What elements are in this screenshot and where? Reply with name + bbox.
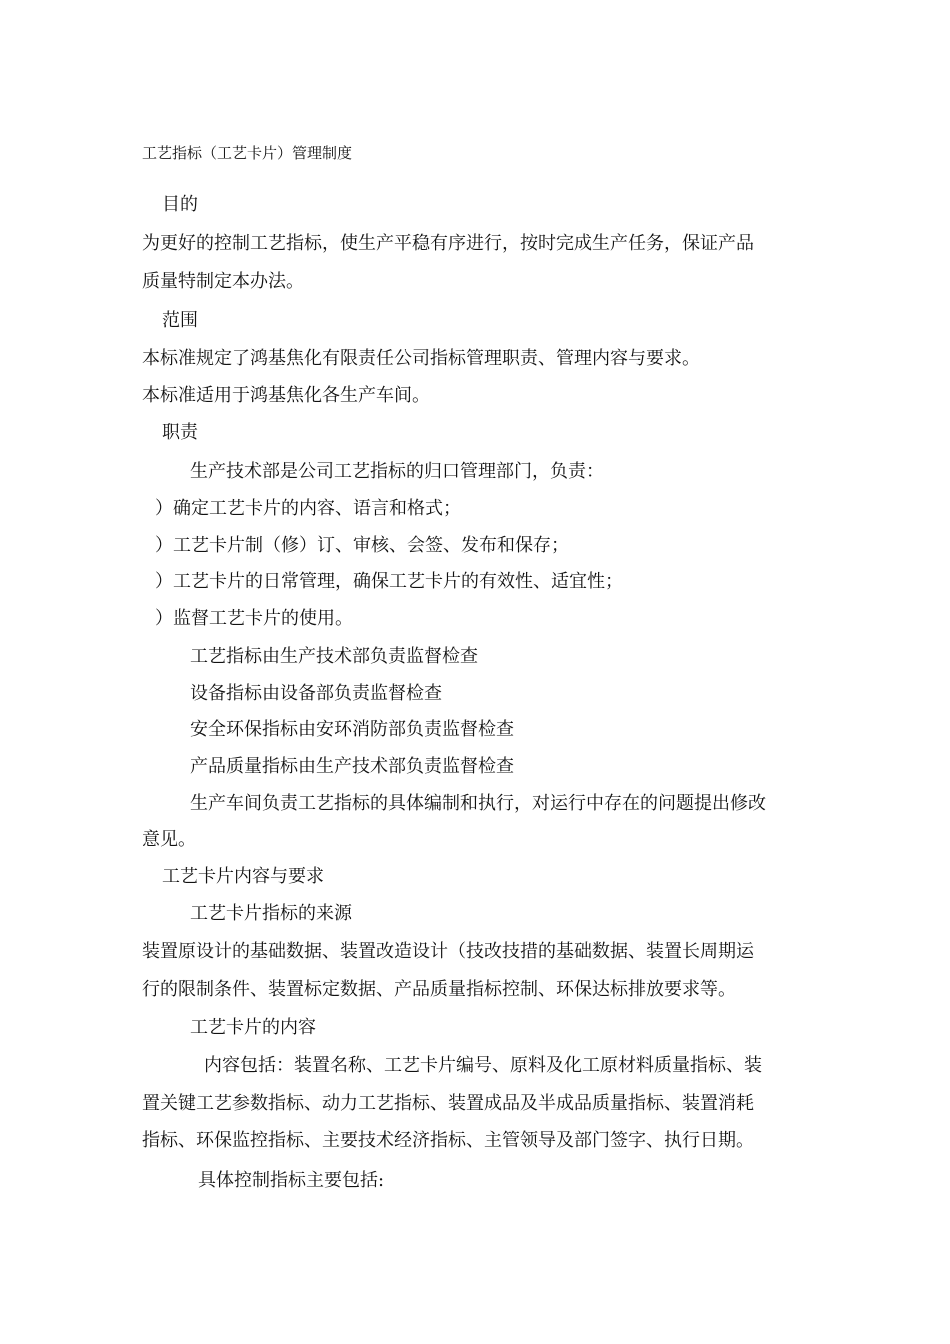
supervision-line: 工艺指标由生产技术部负责监督检查 — [190, 646, 478, 667]
content-heading: 工艺卡片内容与要求 — [162, 866, 324, 887]
scope-paragraph-line: 本标准规定了鸿基焦化有限责任公司指标管理职责、管理内容与要求。 — [142, 348, 700, 369]
card-content-paragraph-line: 置关键工艺参数指标、动力工艺指标、装置成品及半成品质量指标、装置消耗 — [142, 1093, 754, 1114]
card-content-paragraph-line: 指标、环保监控指标、主要技术经济指标、主管领导及部门签字、执行日期。 — [142, 1130, 754, 1151]
purpose-paragraph-line: 为更好的控制工艺指标，使生产平稳有序进行，按时完成生产任务，保证产品 — [142, 233, 754, 254]
purpose-paragraph-line: 质量特制定本办法。 — [142, 271, 304, 292]
duty-list-item: ）工艺卡片制（修）订、审核、会签、发布和保存； — [155, 535, 569, 556]
source-paragraph-line: 装置原设计的基础数据、装置改造设计（技改技措的基础数据、装置长周期运 — [142, 941, 754, 962]
source-paragraph-line: 行的限制条件、装置标定数据、产品质量指标控制、环保达标排放要求等。 — [142, 979, 736, 1000]
duty-list-item: ）确定工艺卡片的内容、语言和格式； — [155, 498, 461, 519]
card-content-paragraph-line: 内容包括：装置名称、工艺卡片编号、原料及化工原材料质量指标、装 — [204, 1055, 762, 1076]
scope-paragraph-line: 本标准适用于鸿基焦化各生产车间。 — [142, 385, 430, 406]
document-title: 工艺指标（工艺卡片）管理制度 — [142, 144, 353, 162]
duty-heading: 职责 — [162, 422, 198, 443]
duty-list-item: ）工艺卡片的日常管理，确保工艺卡片的有效性、适宜性； — [155, 571, 623, 592]
control-indicators-heading: 具体控制指标主要包括: — [198, 1170, 385, 1191]
supervision-line: 安全环保指标由安环消防部负责监督检查 — [190, 719, 514, 740]
duty-list-item: ）监督工艺卡片的使用。 — [155, 608, 353, 629]
supervision-line: 设备指标由设备部负责监督检查 — [190, 683, 442, 704]
card-content-heading: 工艺卡片的内容 — [190, 1017, 316, 1038]
purpose-heading: 目的 — [162, 194, 198, 215]
supervision-line: 产品质量指标由生产技术部负责监督检查 — [190, 756, 514, 777]
duty-intro: 生产技术部是公司工艺指标的归口管理部门，负责： — [190, 461, 604, 482]
workshop-paragraph-line: 生产车间负责工艺指标的具体编制和执行，对运行中存在的问题提出修改 — [190, 793, 766, 814]
source-heading: 工艺卡片指标的来源 — [190, 903, 352, 924]
workshop-paragraph-line: 意见。 — [142, 829, 196, 850]
scope-heading: 范围 — [162, 310, 198, 331]
